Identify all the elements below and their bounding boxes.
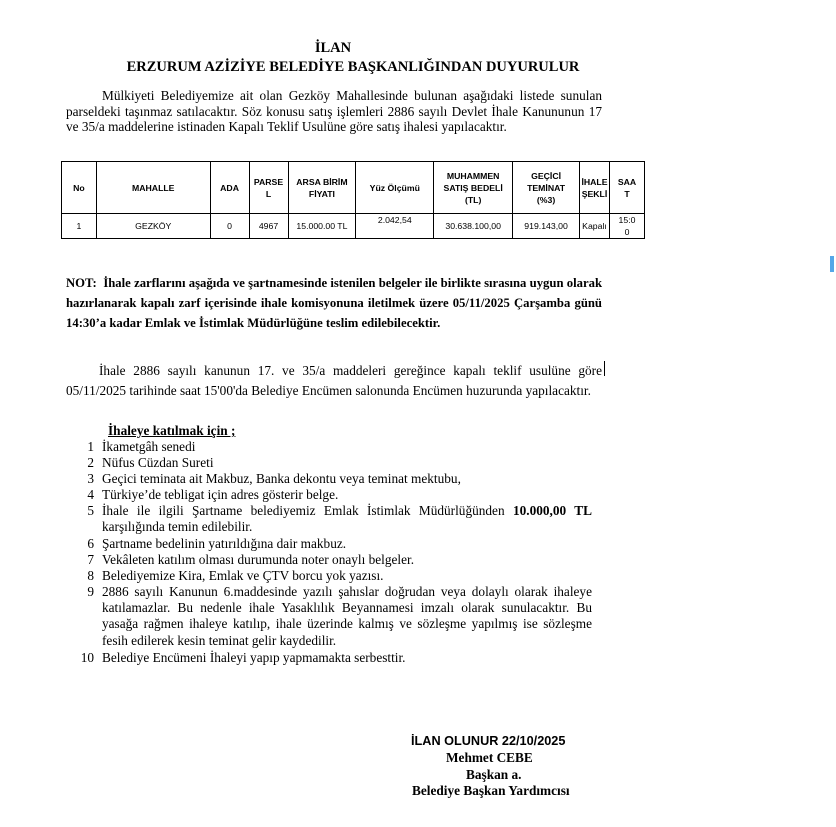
list-item: 6 Şartname bedelinin yatırıldığına dair makbuz. xyxy=(87,536,347,551)
header-muhammen: MUHAMMEN SATIŞ BEDELİ (TL) xyxy=(434,162,513,214)
cell-no: 1 xyxy=(62,214,97,239)
list-item: 4 Türkiye’de tebligat için adres gösterir belge. xyxy=(87,487,339,502)
note-text: İhale zarflarını aşağıda ve şartnamesinde istenilen belgeler ile birlikte sırasına uygun olarak hazırlanarak kapalı zarf içerisinde ihale komisyonuna iletilmek üzere 05/11/2025 Çarşamba günü 14:30’a kadar Emlak ve İstimlak Müdürlüğüne teslim edilebilecektir. xyxy=(66,276,603,330)
table-header-row xyxy=(62,162,645,214)
list-item: 8 Belediyemize Kira, Emlak ve ÇTV borcu yok yazısı. xyxy=(87,568,384,583)
text-cursor xyxy=(604,361,605,376)
header-teminat: GEÇİCİ TEMİNAT (%3) xyxy=(513,162,580,214)
signatory-on-behalf: Başkan a. xyxy=(466,767,522,782)
list-item: 10 Belediye Encümeni İhaleyi yapıp yapmamakta serbesttir. xyxy=(80,650,406,665)
intro-paragraph: Mülkiyeti Belediyemize ait olan Gezköy Mahallesinde bulunan aşağıdaki listede sunulan parseldeki taşınmaz satılacaktır. Söz konusu satış işlemleri 2886 sayılı Devlet İhale Kanununun 17 ve 35/a maddelerine istinaden Kapalı Teklif Usulüne göre satış ihalesi yapılacaktır. xyxy=(66,88,602,134)
scroll-position-marker[interactable] xyxy=(830,256,834,272)
list-item: 2 Nüfus Cüzdan Sureti xyxy=(87,455,214,470)
header-no: No xyxy=(62,162,97,214)
cell-yuz-olcumu: 2.042,54 xyxy=(356,214,434,239)
note-paragraph xyxy=(66,273,602,333)
parcel-table xyxy=(61,161,645,239)
cell-teminat: 919.143,00 xyxy=(513,214,580,239)
list-item: 1 İkametgâh senedi xyxy=(87,439,196,454)
schedule-paragraph: İhale 2886 sayılı kanunun 17. ve 35/a maddeleri gereğince kapalı teklif usulüne göre 05/11/2025 tarihinde saat 15'00'da Belediye Encümen salonunda Encümen huzurunda yapılacaktır. xyxy=(66,363,602,398)
signatory-name: Mehmet CEBE xyxy=(446,750,533,765)
header-birim-fiyat: ARSA BİRİM FİYATI xyxy=(288,162,356,214)
signatory-position: Belediye Başkan Yardımcısı xyxy=(412,783,570,798)
fee-amount: 10.000,00 TL xyxy=(512,503,593,518)
header-parsel: PARSE L xyxy=(249,162,288,214)
table-row xyxy=(62,214,645,239)
header-ihale-sekli: İHALE ŞEKLİ xyxy=(580,162,610,214)
list-item: 7 Vekâleten katılım olması durumunda noter onaylı belgeler. xyxy=(87,552,415,567)
list-item: 3 Geçici teminata ait Makbuz, Banka dekontu veya teminat mektubu, xyxy=(87,471,461,486)
header-ada: ADA xyxy=(210,162,249,214)
page-subtitle: ERZURUM AZİZİYE BELEDİYE BAŞKANLIĞINDAN DUYURULUR xyxy=(126,59,580,75)
cell-ada: 0 xyxy=(210,214,249,239)
cell-mahalle: GEZKÖY xyxy=(96,214,210,239)
list-item: 9 2886 sayılı Kanunun 6.maddesinde yazılı şahıslar doğrudan veya dolaylı olarak ihaleye katılamazlar. Bu nedenle ihale Yasaklılık Beyannamesi imzalı olarak sunulacaktır. Bu yasağa rağmen ihaleye katılıp, ihale üzerinde kalmış ve sözleşme yapılmış ise sözleşme fesih edilerek kesin teminat gelir kaydedilir. xyxy=(87,584,592,648)
cell-parsel: 4967 xyxy=(249,214,288,239)
note-label: NOT: xyxy=(66,276,97,290)
header-mahalle: MAHALLE xyxy=(96,162,210,214)
cell-ihale-sekli: Kapalı xyxy=(580,214,610,239)
page-title: İLAN xyxy=(314,40,352,56)
list-item: 5 İhale ile ilgili Şartname belediyemiz Emlak İstimlak Müdürlüğünden 10.000,00 TL karşılığında temin edilebilir. xyxy=(87,503,593,535)
header-saat: SAA T xyxy=(609,162,644,214)
cell-birim-fiyat: 15.000.00 TL xyxy=(288,214,356,239)
cell-saat: 15:0 0 xyxy=(609,214,644,239)
requirements-title: İhaleye katılmak için ; xyxy=(108,423,236,438)
cell-muhammen: 30.638.100,00 xyxy=(434,214,513,239)
announcement-date: İLAN OLUNUR 22/10/2025 xyxy=(411,734,566,748)
header-yuz-olcumu: Yüz Ölçümü xyxy=(356,162,434,214)
